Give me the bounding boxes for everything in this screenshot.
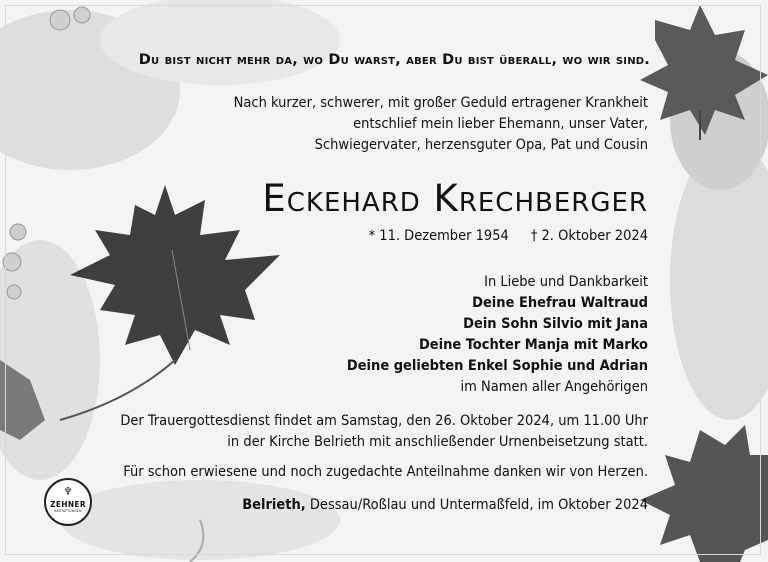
service-line: Der Trauergottesdienst findet am Samstag, den 26. Oktober 2024, um 11.00 Uhr — [120, 413, 648, 429]
intro-line: entschlief mein lieber Ehemann, unser Vater, — [353, 116, 648, 132]
intro-line: Schwiegervater, herzensguter Opa, Pat und Cousin — [314, 137, 648, 153]
logo-flame-icon: ♆ — [63, 485, 73, 498]
birth-date: * 11. Dezember 1954 — [368, 228, 509, 244]
life-dates — [347, 228, 648, 244]
thanks-line: Für schon erwiesene und noch zugedachte Anteilnahme danken wir von Herzen. — [123, 464, 648, 480]
place-rest: Dessau/Roßlau und Untermaßfeld, im Oktober 2024 — [305, 497, 648, 513]
logo-name: ZEHNER — [50, 500, 86, 509]
mourner-name: Deine geliebten Enkel Sophie und Adrian — [346, 358, 648, 374]
death-date: † 2. Oktober 2024 — [530, 228, 648, 244]
deceased-name: Eckehard Krechberger — [262, 177, 648, 220]
funeral-home-logo — [44, 478, 92, 526]
mourner-name: Deine Tochter Manja mit Marko — [418, 337, 648, 353]
intro-text — [234, 93, 648, 156]
service-line: in der Kirche Belrieth mit anschließender Urnenbeisetzung statt. — [227, 434, 648, 450]
logo-subtitle: BESTATTUNGEN — [54, 509, 82, 513]
family-closing: im Namen aller Angehörigen — [460, 379, 648, 395]
place-name: Belrieth, — [242, 497, 306, 513]
motto-quote: Du bist nicht mehr da, wo Du warst, aber Du bist überall, wo wir sind. — [138, 52, 650, 68]
mourner-name: Deine Ehefrau Waltraud — [472, 295, 648, 311]
service-info — [120, 411, 648, 453]
intro-line: Nach kurzer, schwerer, mit großer Geduld ertragener Krankheit — [233, 95, 648, 111]
mourner-name: Dein Sohn Silvio mit Jana — [463, 316, 648, 332]
family-lead: In Liebe und Dankbarkeit — [484, 274, 648, 290]
place-date-line — [242, 497, 648, 513]
mourners-block — [347, 272, 648, 398]
